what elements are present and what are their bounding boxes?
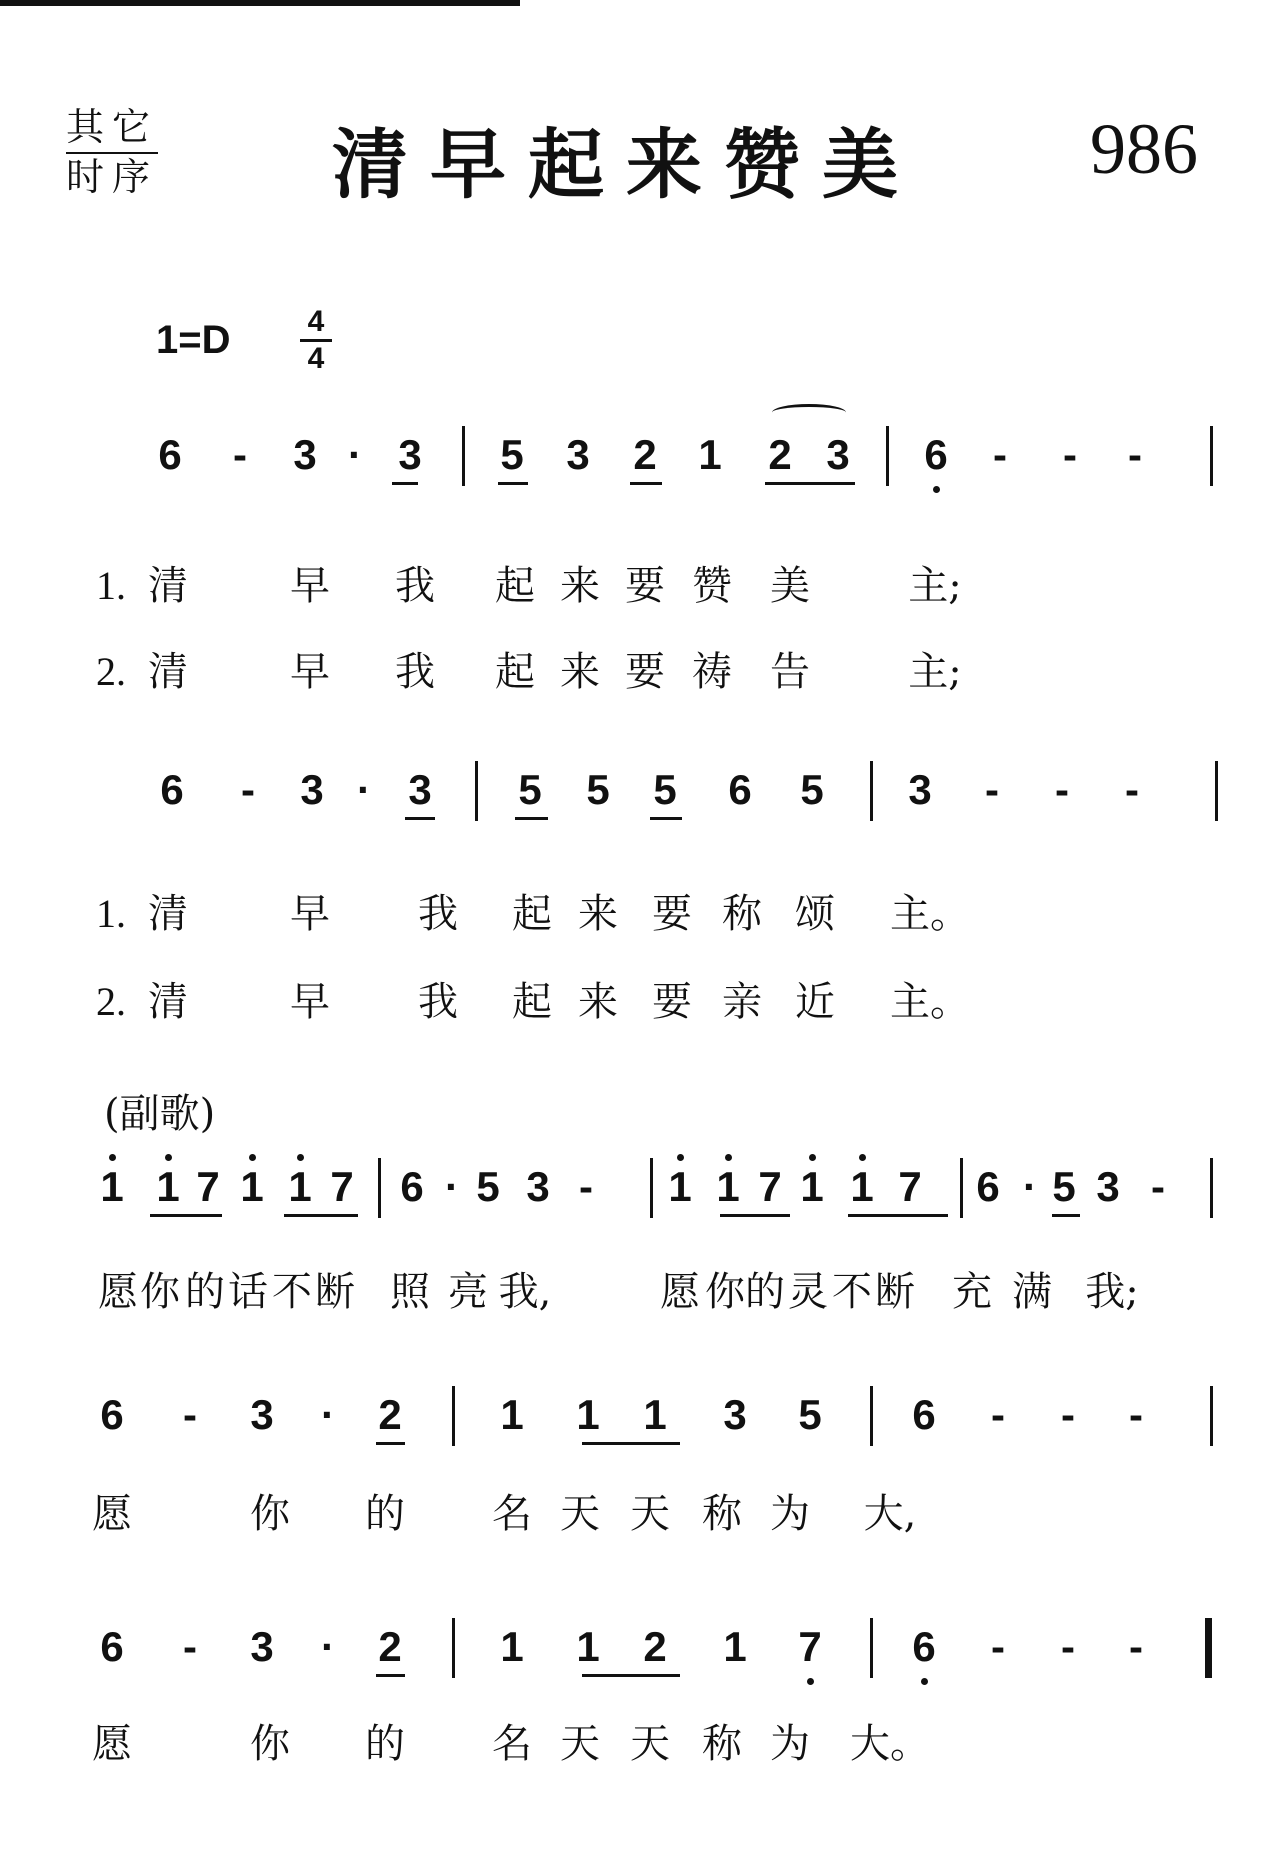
note: 5 bbox=[800, 766, 824, 813]
note-underline bbox=[498, 482, 528, 485]
bar-line bbox=[462, 426, 465, 486]
lyric-syllable: 清 bbox=[148, 649, 188, 695]
lyric-syllable: 我 bbox=[395, 649, 435, 695]
note: 1 bbox=[723, 1623, 747, 1670]
lyric-syllable: 的 bbox=[745, 1269, 785, 1315]
lyric-syllable: 主。 bbox=[890, 979, 970, 1025]
lyric-syllable: 名 bbox=[492, 1491, 532, 1537]
note: 2 bbox=[768, 431, 792, 478]
octave-dot-above bbox=[725, 1154, 732, 1161]
lyric-syllable: 近 bbox=[795, 979, 835, 1025]
dash-note: - bbox=[1151, 1163, 1165, 1210]
note-underline bbox=[405, 817, 435, 820]
dash-note: - bbox=[1061, 1623, 1075, 1670]
note: 3 bbox=[826, 431, 850, 478]
note-underline bbox=[515, 817, 548, 820]
note: 3 bbox=[908, 766, 932, 813]
bar-line bbox=[1210, 1386, 1213, 1446]
note: 5 bbox=[798, 1391, 822, 1438]
lyric-syllable: 的 bbox=[365, 1491, 405, 1537]
note: 6 bbox=[728, 766, 752, 813]
note: 7 bbox=[196, 1163, 220, 1210]
note: 1 bbox=[698, 431, 722, 478]
dash-note: - bbox=[1061, 1391, 1075, 1438]
lyric-syllable: 天 bbox=[560, 1721, 600, 1767]
note-underline bbox=[1052, 1214, 1080, 1217]
dash-note: - bbox=[991, 1391, 1005, 1438]
note: 7 bbox=[758, 1163, 782, 1210]
lyric-syllable: 亮 bbox=[448, 1269, 488, 1315]
note: 7 bbox=[330, 1163, 354, 1210]
lyric-syllable: 为 bbox=[770, 1721, 810, 1767]
dash-note: - bbox=[183, 1391, 197, 1438]
lyric-syllable: 名 bbox=[492, 1721, 532, 1767]
lyric-syllable: 话 bbox=[228, 1269, 268, 1315]
note: 5 bbox=[586, 766, 610, 813]
lyric-syllable: 灵 bbox=[788, 1269, 828, 1315]
key-signature: 1=D bbox=[156, 318, 231, 362]
note: 6 bbox=[100, 1391, 124, 1438]
bar-line bbox=[1210, 1158, 1213, 1218]
lyric-syllable: 我 bbox=[418, 891, 458, 937]
dot-augment: · bbox=[1023, 1163, 1037, 1210]
lyric-syllable: 你 bbox=[250, 1721, 290, 1767]
octave-dot-below bbox=[807, 1678, 814, 1685]
lyric-syllable: 要 bbox=[625, 649, 665, 695]
time-signature bbox=[300, 306, 332, 375]
dot-augment: · bbox=[357, 766, 371, 813]
octave-dot-above bbox=[809, 1154, 816, 1161]
lyric-syllable: 起 bbox=[512, 979, 552, 1025]
lyric-syllable: 称 bbox=[702, 1491, 742, 1537]
dot-augment: · bbox=[445, 1163, 459, 1210]
lyric-syllable: 要 bbox=[652, 979, 692, 1025]
lyric-syllable: 我 bbox=[395, 563, 435, 609]
note: 2 bbox=[633, 431, 657, 478]
note: 1 bbox=[576, 1391, 600, 1438]
note: 6 bbox=[100, 1623, 124, 1670]
lyric-syllable: 要 bbox=[652, 891, 692, 937]
lyric-syllable: 主; bbox=[908, 649, 962, 695]
lyric-syllable: 你 bbox=[140, 1269, 180, 1315]
lyric-syllable: 大。 bbox=[850, 1721, 930, 1767]
time-signature-top: 4 bbox=[307, 305, 325, 338]
note: 7 bbox=[898, 1163, 922, 1210]
note-underline bbox=[376, 1442, 405, 1445]
note-underline bbox=[650, 817, 682, 820]
note: 1 bbox=[100, 1163, 124, 1210]
note: 1 bbox=[240, 1163, 264, 1210]
lyric-syllable: 起 bbox=[495, 563, 535, 609]
lyric-syllable: 清 bbox=[148, 979, 188, 1025]
dash-note: - bbox=[991, 1623, 1005, 1670]
lyric-syllable: 主; bbox=[908, 563, 962, 609]
lyric-syllable: 天 bbox=[630, 1721, 670, 1767]
lyric-syllable: 起 bbox=[495, 649, 535, 695]
lyric-syllable: 起 bbox=[512, 891, 552, 937]
note: 6 bbox=[912, 1391, 936, 1438]
lyric-syllable: 我; bbox=[1085, 1269, 1139, 1315]
bar-line bbox=[452, 1386, 455, 1446]
note: 1 bbox=[643, 1391, 667, 1438]
lyric-syllable: 充 bbox=[952, 1269, 992, 1315]
dash-note: - bbox=[1129, 1623, 1143, 1670]
note: 3 bbox=[408, 766, 432, 813]
note: 5 bbox=[476, 1163, 500, 1210]
dot-augment: · bbox=[321, 1623, 335, 1670]
lyric-syllable: 天 bbox=[630, 1491, 670, 1537]
bar-line bbox=[870, 761, 873, 821]
lyric-syllable: 断 bbox=[315, 1269, 355, 1315]
lyric-syllable: 不 bbox=[832, 1269, 872, 1315]
dash-note: - bbox=[233, 431, 247, 478]
note: 1 bbox=[668, 1163, 692, 1210]
note: 6 bbox=[160, 766, 184, 813]
note: 3 bbox=[250, 1391, 274, 1438]
verse-number: 2. bbox=[96, 979, 126, 1024]
lyric-syllable: 来 bbox=[578, 979, 618, 1025]
lyric-syllable: 大, bbox=[863, 1491, 917, 1537]
note: 1 bbox=[500, 1391, 524, 1438]
note: 5 bbox=[1052, 1163, 1076, 1210]
lyric-syllable: 为 bbox=[770, 1491, 810, 1537]
octave-dot-above bbox=[677, 1154, 684, 1161]
lyric-syllable: 早 bbox=[290, 979, 330, 1025]
lyric-syllable: 我 bbox=[418, 979, 458, 1025]
note: 1 bbox=[500, 1623, 524, 1670]
lyric-syllable: 的 bbox=[185, 1269, 225, 1315]
bar-line bbox=[378, 1158, 381, 1218]
octave-dot-above bbox=[109, 1154, 116, 1161]
lyric-syllable: 愿 bbox=[660, 1269, 700, 1315]
octave-dot-below bbox=[933, 486, 940, 493]
note: 1 bbox=[576, 1623, 600, 1670]
lyric-syllable: 满 bbox=[1012, 1269, 1052, 1315]
note-underline bbox=[630, 482, 662, 485]
lyric-syllable: 美 bbox=[770, 563, 810, 609]
notation-line-4 bbox=[0, 1390, 1280, 1460]
lyric-syllable: 的 bbox=[365, 1721, 405, 1767]
hymn-number: 986 bbox=[1090, 109, 1198, 189]
lyric-syllable: 照 bbox=[390, 1269, 430, 1315]
notation-line-2 bbox=[0, 765, 1280, 835]
note: 1 bbox=[288, 1163, 312, 1210]
lyric-syllable: 亲 bbox=[722, 979, 762, 1025]
note: 5 bbox=[500, 431, 524, 478]
dash-note: - bbox=[993, 431, 1007, 478]
note-underline bbox=[582, 1674, 680, 1677]
dash-note: - bbox=[241, 766, 255, 813]
lyric-syllable: 告 bbox=[770, 649, 810, 695]
lyric-syllable: 愿 bbox=[92, 1721, 132, 1767]
note: 1 bbox=[800, 1163, 824, 1210]
lyric-syllable: 早 bbox=[290, 649, 330, 695]
lyric-syllable: 祷 bbox=[692, 649, 732, 695]
bar-line bbox=[475, 761, 478, 821]
bar-line bbox=[870, 1618, 873, 1678]
lyric-syllable: 愿 bbox=[98, 1269, 138, 1315]
note: 2 bbox=[643, 1623, 667, 1670]
lyric-syllable: 清 bbox=[148, 563, 188, 609]
lyric-syllable: 赞 bbox=[692, 563, 732, 609]
note: 3 bbox=[1096, 1163, 1120, 1210]
dot-augment: · bbox=[348, 431, 362, 478]
lyric-syllable: 来 bbox=[578, 891, 618, 937]
hymn-title: 清早起来赞美 bbox=[332, 120, 920, 209]
octave-dot-above bbox=[249, 1154, 256, 1161]
lyric-syllable: 主。 bbox=[890, 891, 970, 937]
note: 1 bbox=[716, 1163, 740, 1210]
lyric-syllable: 称 bbox=[702, 1721, 742, 1767]
note: 6 bbox=[158, 431, 182, 478]
octave-dot-above bbox=[297, 1154, 304, 1161]
lyric-syllable: 来 bbox=[560, 563, 600, 609]
bar-line bbox=[886, 426, 889, 486]
octave-dot-above bbox=[859, 1154, 866, 1161]
lyric-syllable: 断 bbox=[875, 1269, 915, 1315]
note: 2 bbox=[378, 1391, 402, 1438]
dash-note: - bbox=[1063, 431, 1077, 478]
note: 3 bbox=[566, 431, 590, 478]
slur bbox=[772, 404, 846, 421]
note-underline bbox=[720, 1214, 790, 1217]
note: 3 bbox=[250, 1623, 274, 1670]
dash-note: - bbox=[579, 1163, 593, 1210]
bar-line bbox=[452, 1618, 455, 1678]
dash-note: - bbox=[183, 1623, 197, 1670]
note: 7 bbox=[798, 1623, 822, 1670]
note: 3 bbox=[723, 1391, 747, 1438]
category-label bbox=[66, 104, 158, 200]
note: 6 bbox=[400, 1163, 424, 1210]
lyric-syllable: 我, bbox=[498, 1269, 552, 1315]
lyric-syllable: 天 bbox=[560, 1491, 600, 1537]
dash-note: - bbox=[1128, 431, 1142, 478]
note-underline bbox=[848, 1214, 948, 1217]
lyric-syllable: 早 bbox=[290, 563, 330, 609]
note: 6 bbox=[912, 1623, 936, 1670]
lyric-syllable: 要 bbox=[625, 563, 665, 609]
lyric-syllable: 你 bbox=[705, 1269, 745, 1315]
lyric-syllable: 不 bbox=[272, 1269, 312, 1315]
top-rule bbox=[0, 0, 520, 6]
lyric-syllable: 来 bbox=[560, 649, 600, 695]
bar-line bbox=[960, 1158, 963, 1218]
category-bottom: 时序 bbox=[66, 155, 159, 199]
dash-note: - bbox=[1129, 1391, 1143, 1438]
note: 1 bbox=[850, 1163, 874, 1210]
note-underline bbox=[582, 1442, 680, 1445]
octave-dot-below bbox=[921, 1678, 928, 1685]
dash-note: - bbox=[1055, 766, 1069, 813]
notation-line-5 bbox=[0, 1622, 1280, 1692]
note-underline bbox=[284, 1214, 358, 1217]
note: 1 bbox=[156, 1163, 180, 1210]
octave-dot-above bbox=[165, 1154, 172, 1161]
note: 3 bbox=[526, 1163, 550, 1210]
lyric-syllable: 愿 bbox=[92, 1491, 132, 1537]
verse-number: 1. bbox=[96, 563, 126, 608]
bar-line bbox=[1205, 1618, 1212, 1678]
note: 2 bbox=[378, 1623, 402, 1670]
lyric-syllable: 颂 bbox=[795, 891, 835, 937]
note: 3 bbox=[300, 766, 324, 813]
verse-number: 1. bbox=[96, 891, 126, 936]
dash-note: - bbox=[1125, 766, 1139, 813]
bar-line bbox=[1215, 761, 1218, 821]
note-underline bbox=[392, 482, 418, 485]
dot-augment: · bbox=[321, 1391, 335, 1438]
note: 6 bbox=[976, 1163, 1000, 1210]
chorus-label: (副歌) bbox=[104, 1091, 216, 1137]
lyric-syllable: 称 bbox=[722, 891, 762, 937]
lyric-syllable: 早 bbox=[290, 891, 330, 937]
note-underline bbox=[150, 1214, 222, 1217]
bar-line bbox=[870, 1386, 873, 1446]
note: 5 bbox=[653, 766, 677, 813]
bar-line bbox=[650, 1158, 653, 1218]
note: 5 bbox=[518, 766, 542, 813]
lyric-syllable: 你 bbox=[250, 1491, 290, 1537]
notation-line-3 bbox=[0, 1162, 1280, 1232]
category-top: 其它 bbox=[66, 104, 158, 154]
note: 6 bbox=[924, 431, 948, 478]
note: 3 bbox=[293, 431, 317, 478]
note-underline bbox=[376, 1674, 405, 1677]
lyric-syllable: 清 bbox=[148, 891, 188, 937]
time-signature-bottom: 4 bbox=[307, 342, 325, 375]
bar-line bbox=[1210, 426, 1213, 486]
notation-line-1 bbox=[0, 430, 1280, 500]
note: 3 bbox=[398, 431, 422, 478]
dash-note: - bbox=[985, 766, 999, 813]
note-underline bbox=[765, 482, 855, 485]
verse-number: 2. bbox=[96, 649, 126, 694]
